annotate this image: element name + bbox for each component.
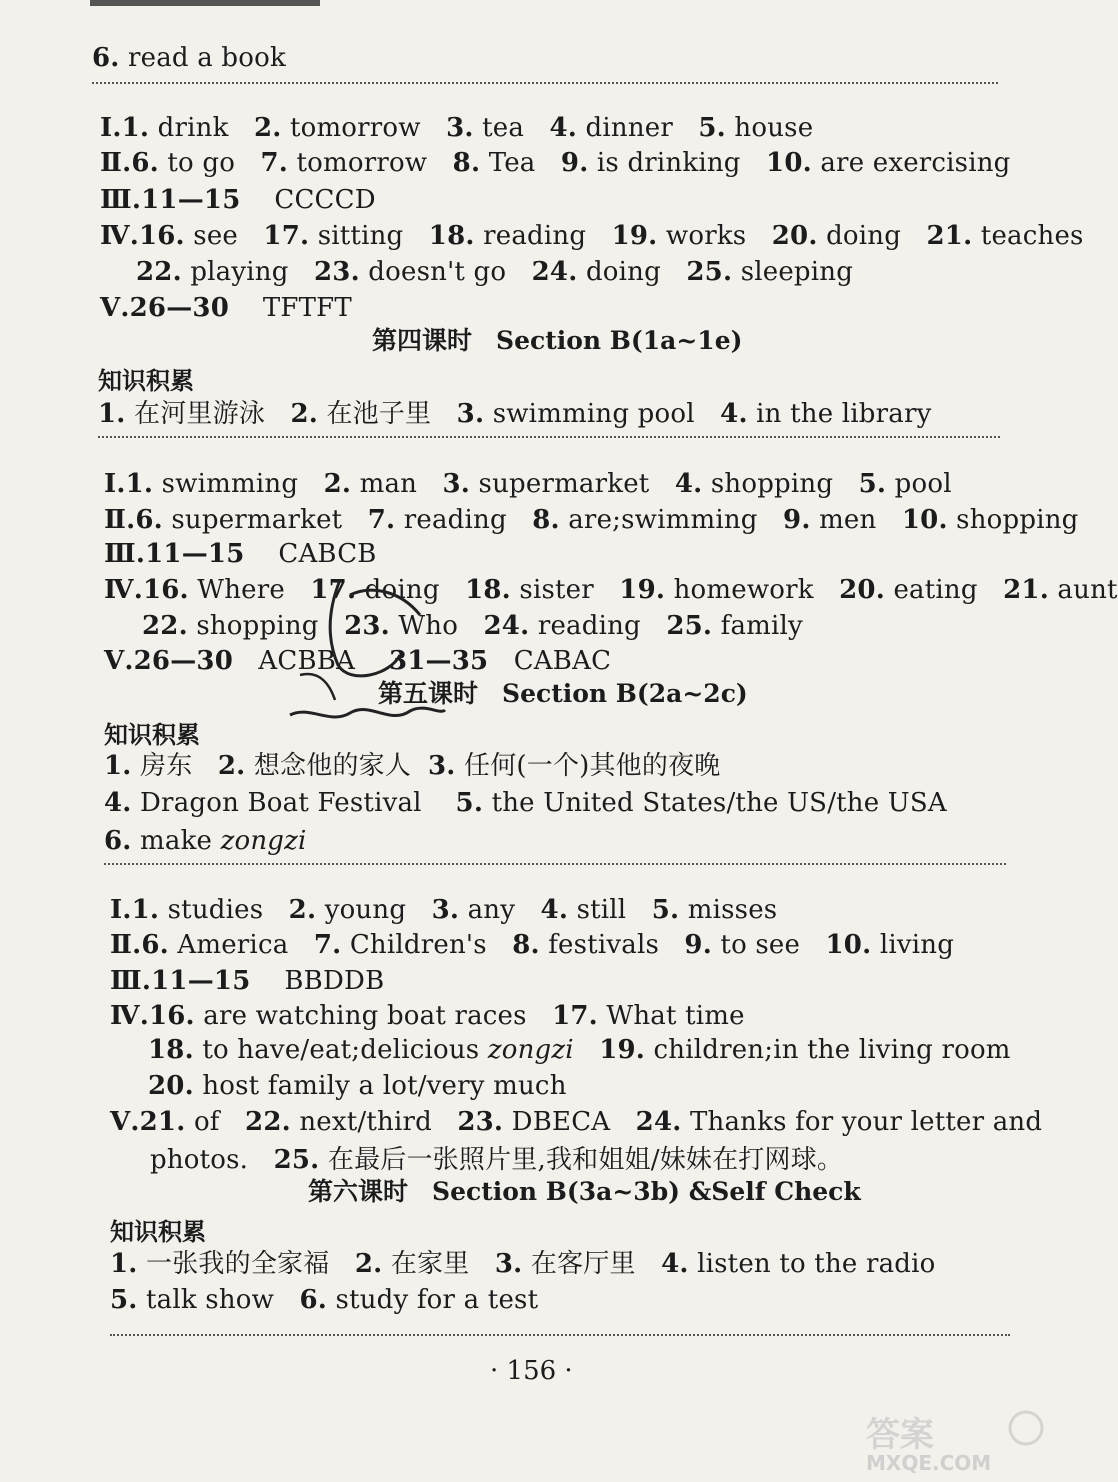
- answer-line: Ⅱ.6. America 7. Children's 8. festivals 9. to see 10. living: [110, 930, 955, 960]
- lesson-heading: 第四课时 Section B(1a~1e): [372, 326, 743, 355]
- answer-line: 18. to have/eat;delicious zongzi 19. children;in the living room: [148, 1035, 1011, 1065]
- knowledge-title: 知识积累: [110, 1217, 206, 1246]
- answer-line: 4. Dragon Boat Festival 5. the United States/the US/the USA: [104, 788, 947, 818]
- top-edge-bar: [90, 0, 320, 6]
- divider: [92, 82, 998, 84]
- knowledge-title: 知识积累: [104, 720, 200, 749]
- answer-line: 1. 房东 2. 想念他的家人 3. 任何(一个)其他的夜晚: [104, 751, 721, 781]
- answer-line: Ⅲ.11—15 CCCCD: [100, 185, 376, 215]
- answer-line: Ⅲ.11—15 CABCB: [104, 539, 377, 569]
- answer-line: Ⅱ.6. supermarket 7. reading 8. are;swimming 9. men 10. shopping: [104, 505, 1079, 535]
- watermark-logo: [860, 1408, 1060, 1474]
- answer-line: Ⅳ.16. see 17. sitting 18. reading 19. works 20. doing 21. teaches: [100, 221, 1084, 251]
- divider: [110, 1334, 1010, 1336]
- answer-line: 1. 在河里游泳 2. 在池子里 3. swimming pool 4. in the library: [98, 399, 932, 429]
- answer-line: 22. playing 23. doesn't go 24. doing 25. sleeping: [136, 257, 854, 287]
- answer-line: Ⅳ.16. are watching boat races 17. What time: [110, 1001, 745, 1031]
- answer-line: Ⅴ.26—30 TFTFT: [100, 293, 352, 323]
- answer-line: 1. 一张我的全家福 2. 在家里 3. 在客厅里 4. listen to the radio: [110, 1249, 936, 1279]
- answer-line: Ⅳ.16. Where 17. doing 18. sister 19. homework 20. eating 21. aunt: [104, 575, 1118, 605]
- answer-line: 6. make zongzi: [104, 826, 307, 856]
- answer-line: 5. talk show 6. study for a test: [110, 1285, 539, 1315]
- answer-line: Ⅰ.1. studies 2. young 3. any 4. still 5. misses: [110, 895, 778, 925]
- answer-line: Ⅱ.6. to go 7. tomorrow 8. Tea 9. is drinking 10. are exercising: [100, 148, 1011, 178]
- page-number: · 156 ·: [490, 1356, 573, 1386]
- answer-line: Ⅰ.1. drink 2. tomorrow 3. tea 4. dinner 5. house: [100, 113, 814, 143]
- lesson-heading: 第六课时 Section B(3a~3b) &Self Check: [308, 1177, 861, 1206]
- answer-line: Ⅴ.26—30 ACBBA 31—35 CABAC: [104, 646, 612, 676]
- answer-line: photos. 25. 在最后一张照片里,我和姐姐/妹妹在打网球。: [150, 1145, 844, 1175]
- watermark-text: MXQE.COM: [866, 1451, 992, 1475]
- answer-line: Ⅰ.1. swimming 2. man 3. supermarket 4. shopping 5. pool: [104, 469, 952, 499]
- knowledge-title: 知识积累: [98, 366, 194, 395]
- answer-line: 22. shopping 23. Who 24. reading 25. family: [142, 611, 803, 641]
- answer-line: Ⅲ.11—15 BBDDB: [110, 966, 385, 996]
- svg-text:答案: 答案: [866, 1415, 934, 1455]
- answer-line: 6. read a book: [92, 43, 286, 73]
- lesson-heading: 第五课时 Section B(2a~2c): [378, 679, 748, 708]
- divider: [104, 863, 1006, 865]
- answer-line: Ⅴ.21. of 22. next/third 23. DBECA 24. Thanks for your letter and: [110, 1107, 1043, 1137]
- answer-line: 20. host family a lot/very much: [148, 1071, 567, 1101]
- divider: [98, 436, 1000, 438]
